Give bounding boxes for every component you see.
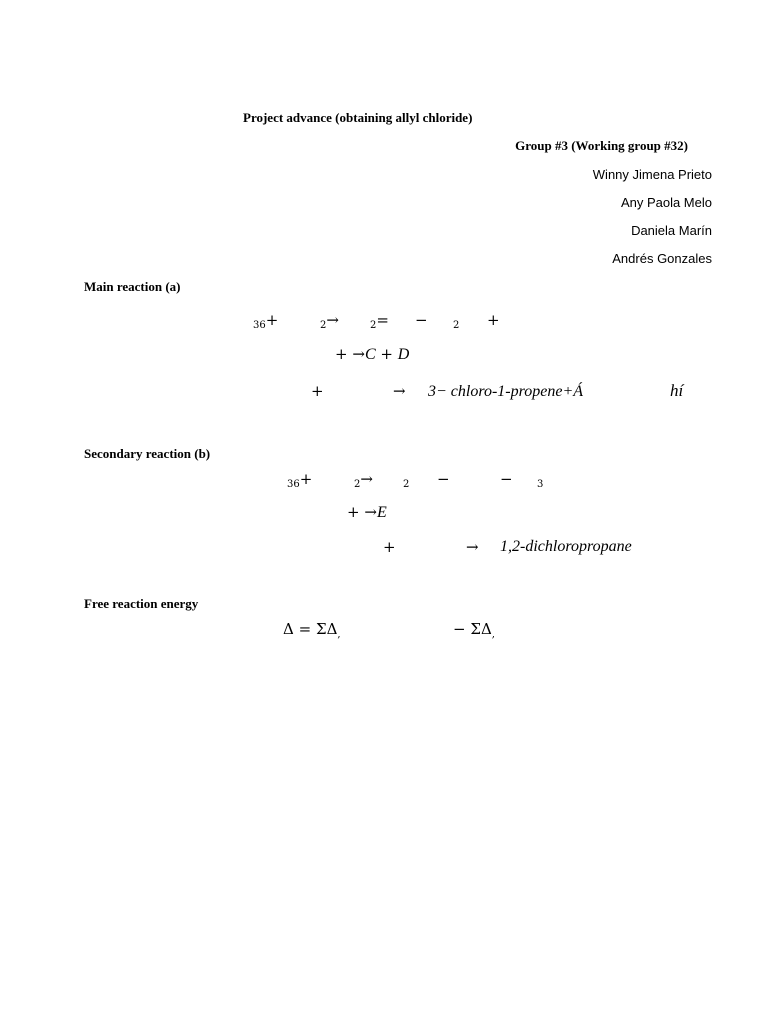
author-1: Winny Jimena Prieto [592, 167, 712, 182]
main-equation-1: $_{36}$+ [253, 311, 279, 331]
free-energy-heading: Free reaction energy [84, 596, 199, 611]
secondary-reaction-heading: Secondary reaction (b) [84, 446, 211, 461]
secondary-eq1-part3: 2 [403, 479, 410, 490]
document-title: Project advance (obtaining allyl chloride) [243, 110, 473, 125]
author-4: Andrés Gonzales [612, 251, 712, 266]
group-label: Group #3 (Working group #32) [515, 138, 688, 153]
secondary-equation-3-plus: + [383, 538, 396, 556]
main-eq1-part3: $_2$= [370, 311, 389, 331]
main-equation-3-arrow: → [393, 382, 406, 400]
secondary-equation-3-arrow: → [466, 538, 479, 556]
main-equation-3-product: 3− chloro-1-propene+Á [428, 383, 584, 400]
main-eq1-part5: 2 [453, 320, 460, 331]
main-eq1-part4: − [415, 311, 428, 329]
secondary-eq1-part2: $_2$→ [354, 470, 373, 490]
secondary-eq1-part4: − [437, 470, 450, 488]
main-equation-2: + →C + D [335, 345, 410, 363]
secondary-equation-3-product: 1,2-dichloropropane [500, 538, 632, 555]
secondary-equation-2: + →E [347, 503, 387, 521]
author-3: Daniela Marín [631, 223, 712, 238]
main-equation-3-plus: + [311, 382, 324, 400]
free-energy-equation: $\Delta = \Sigma\Delta_,$ [283, 620, 341, 640]
main-eq1-part2: $_2$→ [320, 311, 339, 331]
main-eq1-part6: + [487, 311, 500, 329]
secondary-eq1-part5: − [500, 470, 513, 488]
main-reaction-heading: Main reaction (a) [84, 279, 181, 294]
secondary-eq1-part6: 3 [537, 479, 544, 490]
author-2: Any Paola Melo [620, 195, 712, 210]
free-energy-equation-subtract: − $\Sigma\Delta_,$ [453, 620, 495, 640]
secondary-equation-1: $_{36}$+ [287, 470, 313, 490]
main-equation-3-tail: hí [670, 381, 684, 400]
